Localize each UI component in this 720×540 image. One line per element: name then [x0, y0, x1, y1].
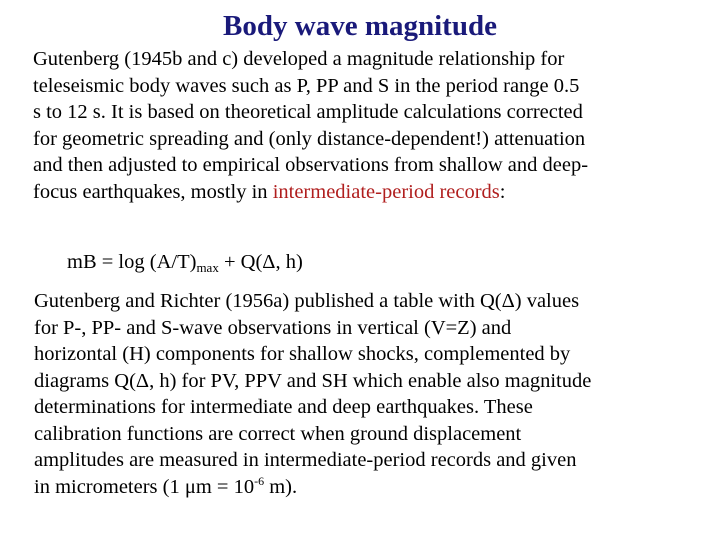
- body-line: determinations for intermediate and deep earthquakes. These: [34, 396, 533, 418]
- intro-line: s to 12 s. It is based on theoretical amplitude calculations corrected: [33, 101, 583, 123]
- intro-line-last: [33, 179, 698, 206]
- body-line: Gutenberg and Richter (1956a) published a table with Q(Δ) values: [34, 290, 580, 312]
- exponent: -6: [254, 473, 265, 488]
- intro-paragraph: [33, 46, 698, 205]
- formula-rhs: + Q(Δ, h): [218, 251, 303, 273]
- body-line-last: [34, 474, 699, 501]
- body-line: horizontal (H) components for shallow shocks, complemented by: [34, 343, 571, 365]
- body-paragraph: [34, 288, 699, 500]
- intro-line: teleseismic body waves such as P, PP and S in the period range 0.5: [33, 74, 580, 97]
- formula-subscript: max: [196, 260, 219, 275]
- intro-line: and then adjusted to empirical observations from shallow and deep-: [33, 154, 589, 176]
- body-line: amplitudes are measured in intermediate-period records and given: [34, 449, 577, 471]
- intro-text-segment: :: [499, 180, 506, 203]
- magnitude-formula: [67, 249, 303, 275]
- body-line: for P-, PP- and S-wave observations in vertical (V=Z) and: [34, 316, 512, 339]
- intro-line: for geometric spreading and (only distance-dependent!) attenuation: [33, 127, 586, 150]
- body-text-segment: in micrometers (1 μm = 10: [34, 475, 255, 498]
- intro-text-segment: focus earthquakes, mostly in: [33, 180, 273, 203]
- formula-lhs: mB = log (A/T): [67, 251, 197, 273]
- intro-line: Gutenberg (1945b and c) developed a magnitude relationship for: [33, 48, 565, 70]
- body-text-segment: m).: [264, 475, 298, 498]
- body-line: diagrams Q(Δ, h) for PV, PPV and SH which enable also magnitude: [34, 369, 592, 392]
- body-line: calibration functions are correct when ground displacement: [34, 422, 522, 445]
- highlighted-term: intermediate-period records: [272, 180, 500, 203]
- slide-title: Body wave magnitude: [223, 10, 497, 42]
